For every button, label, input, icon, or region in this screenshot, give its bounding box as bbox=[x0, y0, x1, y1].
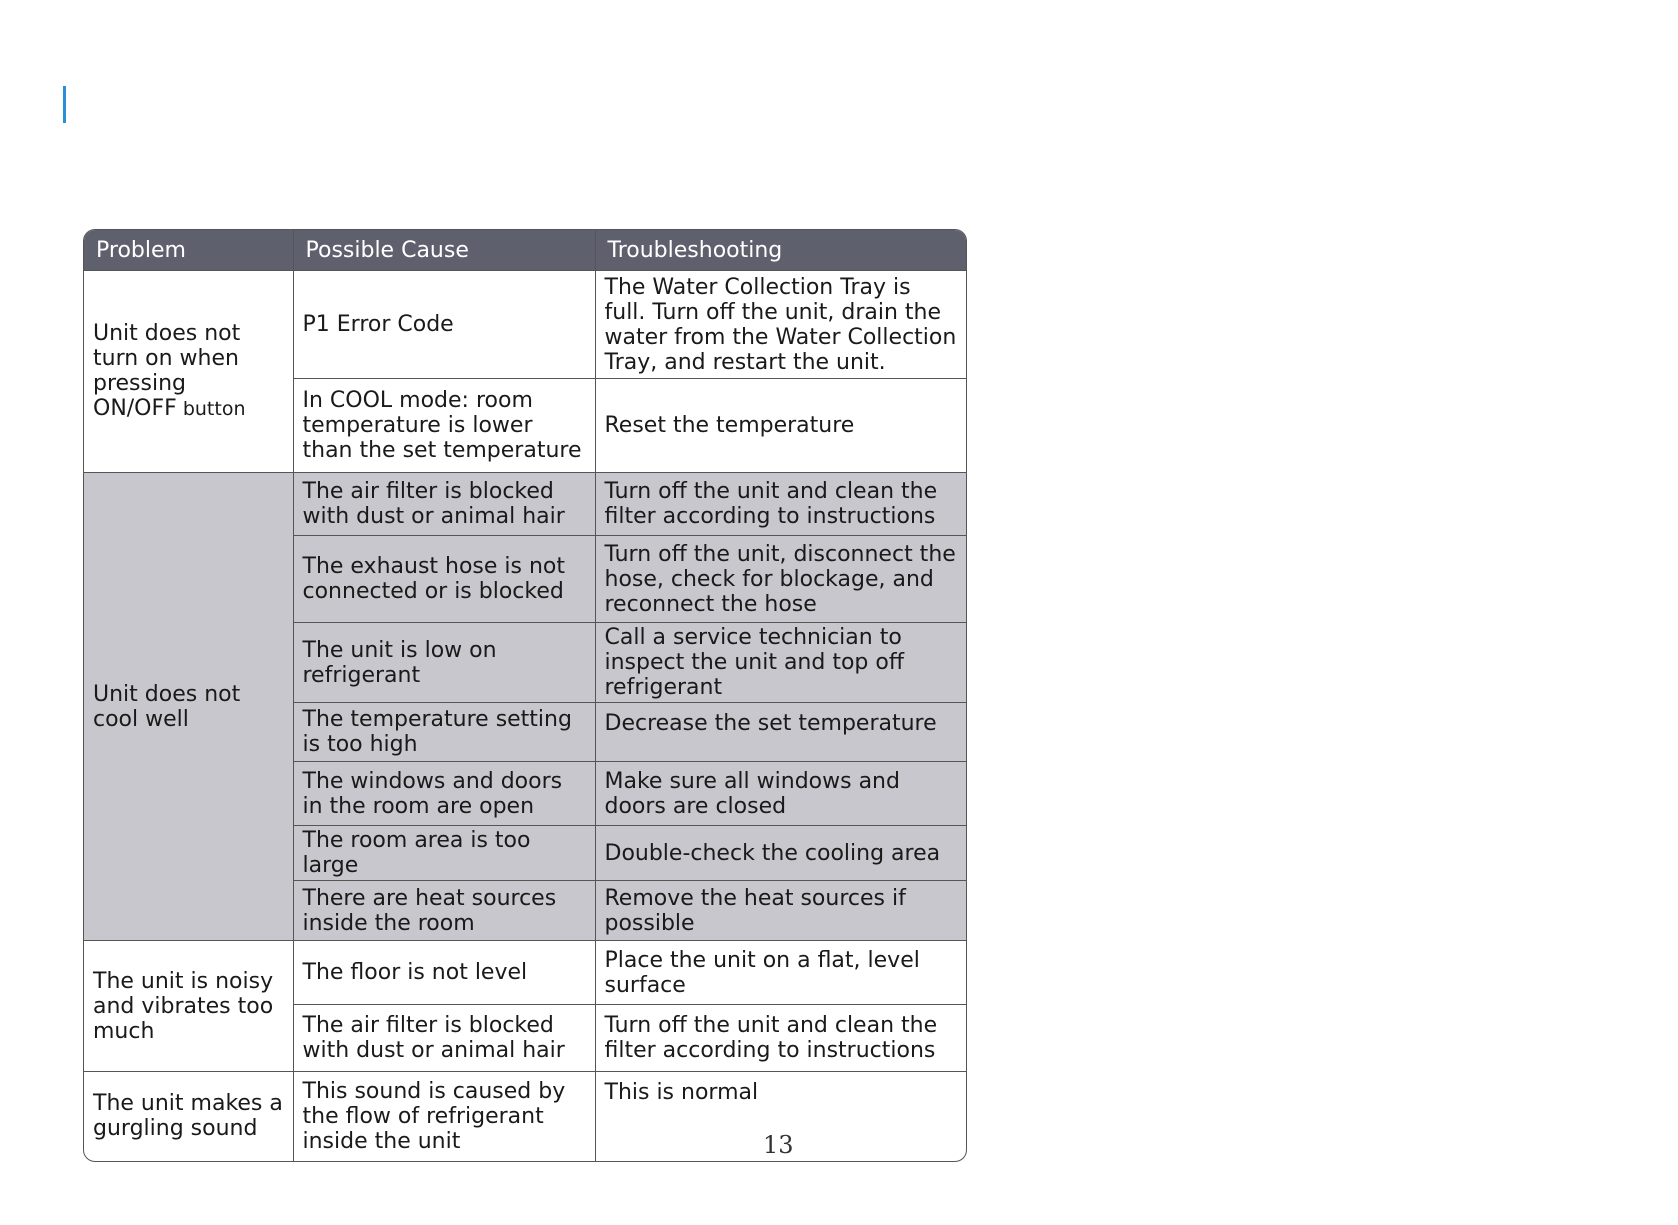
table-row bbox=[84, 941, 966, 1005]
table-row bbox=[84, 1072, 966, 1161]
section-accent-bar bbox=[63, 86, 66, 123]
problem-cell: The unit makes a gurgling sound bbox=[84, 1072, 293, 1161]
cause-cell: The unit is low on refrigerant bbox=[293, 623, 595, 703]
fix-cell: Place the unit on a flat, level surface bbox=[595, 941, 966, 1005]
cause-cell: The windows and doors in the room are open bbox=[293, 762, 595, 826]
fix-cell: Remove the heat sources if possible bbox=[595, 881, 966, 941]
table-row bbox=[84, 271, 966, 379]
fix-cell: Make sure all windows and doors are closed bbox=[595, 762, 966, 826]
cause-cell: There are heat sources inside the room bbox=[293, 881, 595, 941]
fix-cell: Turn off the unit and clean the filter according to instructions bbox=[595, 473, 966, 536]
problem-cell bbox=[84, 271, 293, 473]
fix-cell: Reset the temperature bbox=[595, 379, 966, 473]
fix-cell: Double-check the cooling area bbox=[595, 826, 966, 881]
fix-cell: Turn off the unit, disconnect the hose, check for blockage, and reconnect the hose bbox=[595, 536, 966, 623]
cause-cell: The air filter is blocked with dust or animal hair bbox=[293, 1005, 595, 1072]
cause-cell: In COOL mode: room temperature is lower than the set temperature bbox=[293, 379, 595, 473]
fix-cell: This is normal bbox=[604, 1080, 759, 1105]
table-row bbox=[84, 473, 966, 536]
cause-cell: The exhaust hose is not connected or is blocked bbox=[293, 536, 595, 623]
problem-text: Unit does not turn on when pressing ON/OFF bbox=[93, 321, 241, 421]
cause-cell: This sound is caused by the flow of refrigerant inside the unit bbox=[293, 1072, 595, 1161]
cause-cell: The temperature setting is too high bbox=[293, 703, 595, 762]
fix-cell: Call a service technician to inspect the unit and top off refrigerant bbox=[595, 623, 966, 703]
column-header-problem: Problem bbox=[84, 230, 293, 271]
cause-cell: P1 Error Code bbox=[293, 271, 595, 379]
problem-cell: Unit does not cool well bbox=[84, 473, 293, 941]
page-number: 13 bbox=[763, 1131, 794, 1159]
cause-cell: The floor is not level bbox=[293, 941, 595, 1005]
table-header-row bbox=[84, 230, 966, 271]
fix-cell: Decrease the set temperature bbox=[595, 703, 966, 762]
troubleshooting-table bbox=[83, 229, 967, 1162]
fix-cell: Turn off the unit and clean the filter according to instructions bbox=[595, 1005, 966, 1072]
fix-cell: The Water Collection Tray is full. Turn off the unit, drain the water from the Water Collection Tray, and restart the unit. bbox=[595, 271, 966, 379]
cause-cell: The room area is too large bbox=[293, 826, 595, 881]
problem-text-suffix: button bbox=[182, 398, 246, 420]
column-header-possible-cause: Possible Cause bbox=[293, 230, 595, 271]
cause-cell: The air filter is blocked with dust or animal hair bbox=[293, 473, 595, 536]
problem-cell: The unit is noisy and vibrates too much bbox=[84, 941, 293, 1072]
column-header-troubleshooting: Troubleshooting bbox=[595, 230, 966, 271]
